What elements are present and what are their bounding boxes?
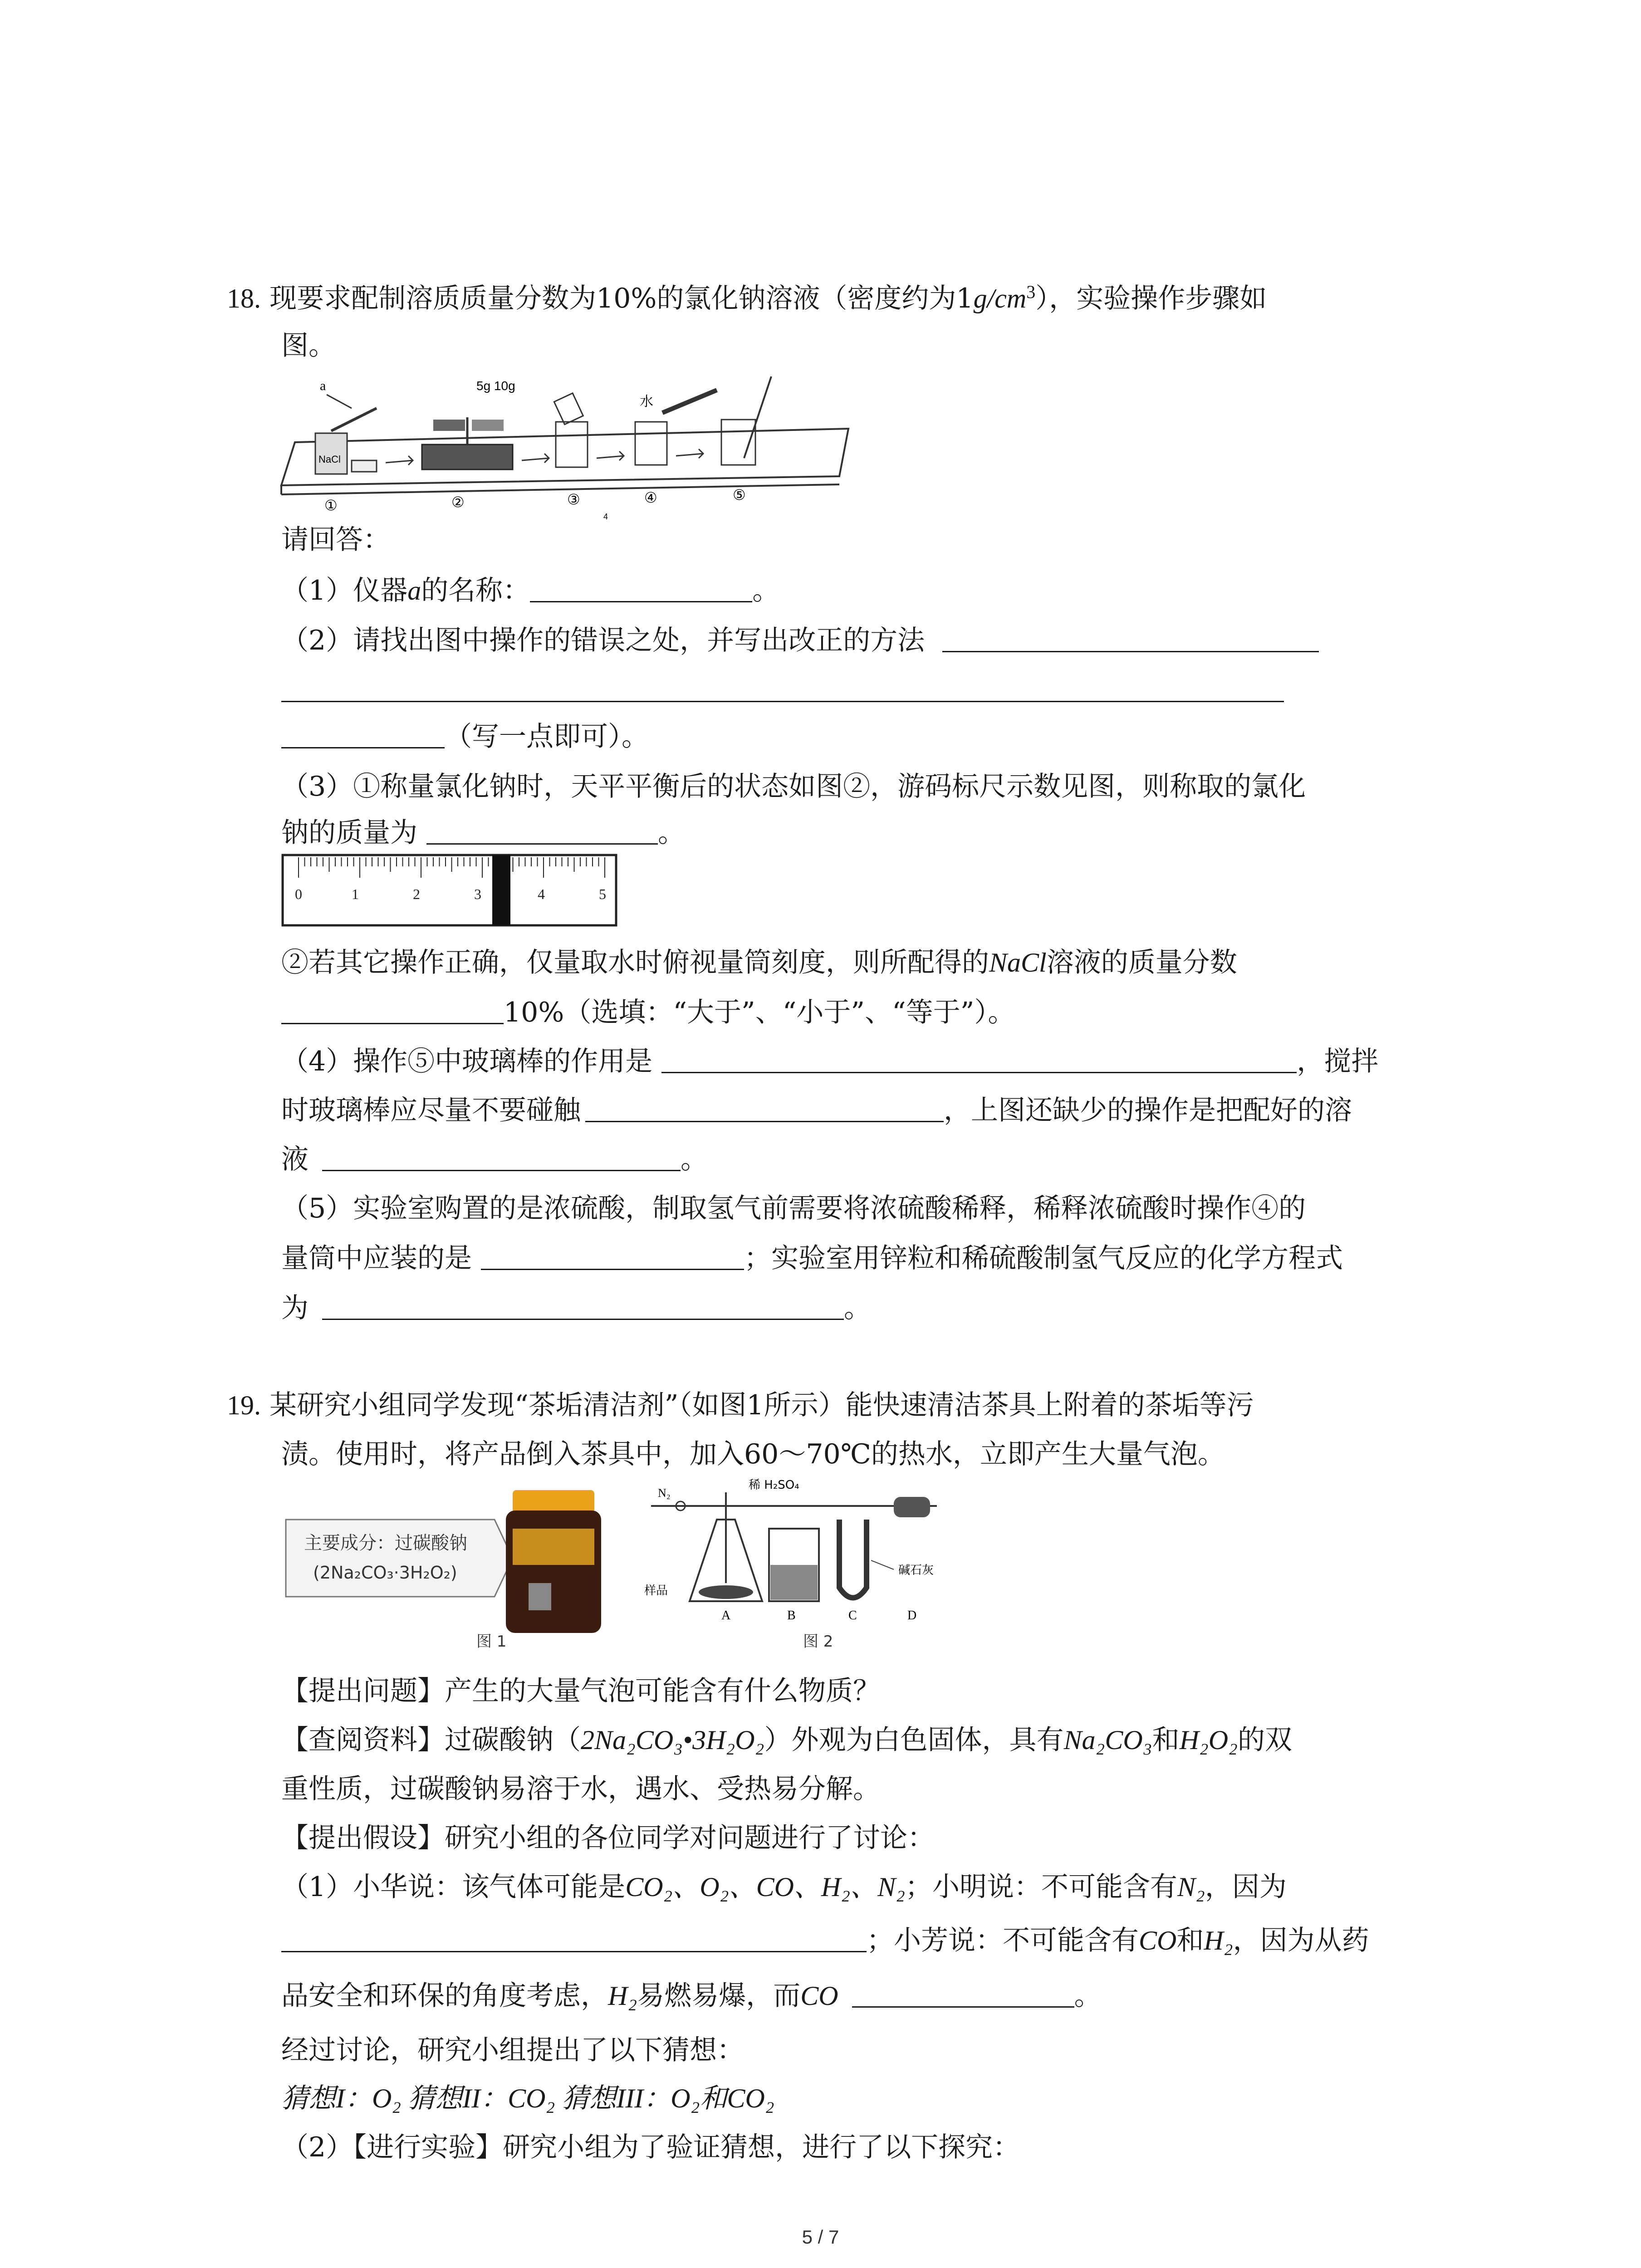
fig-nacl-label: NaCl bbox=[318, 454, 341, 465]
q18-stem-sup: 3 bbox=[1026, 282, 1036, 302]
rider-scale-ruler bbox=[281, 854, 622, 931]
q18-part3-line4: 10%（选填：“大于”、“小于”、“等于”）。 bbox=[281, 994, 1015, 1031]
q19-p1-reason-blank[interactable] bbox=[281, 1924, 867, 1952]
fig-weights-label: 5g 10g bbox=[476, 379, 515, 393]
q18-p2-answer-blank-3[interactable] bbox=[281, 720, 445, 748]
drying-tube-d bbox=[894, 1497, 930, 1517]
fig2-sample-label: 样品 bbox=[644, 1584, 668, 1598]
fig2-label-d: D bbox=[907, 1608, 917, 1623]
glass-rod bbox=[744, 376, 771, 458]
q19-info-line2: 重性质，过碳酸钠易溶于水，遇水、受热易分解。 bbox=[281, 1773, 880, 1805]
q19-stem-line2: 渍。使用时，将产品倒入茶具中，加入60～70℃的热水，立即产生大量气泡。 bbox=[281, 1438, 1225, 1470]
q19-part2: （2）【进行实验】研究小组为了验证猜想，进行了以下探究： bbox=[281, 2131, 1020, 2163]
arrow-icon bbox=[676, 449, 703, 458]
q18-number: 18. bbox=[227, 284, 261, 313]
fig2-label-b: B bbox=[787, 1608, 796, 1623]
u-tube-c bbox=[839, 1520, 867, 1598]
ruler-label-3: 3 bbox=[474, 886, 481, 902]
q18-part4-line2: 时玻璃棒应尽量不要碰触 ，上图还缺少的操作是把配好的溶 bbox=[281, 1095, 1352, 1126]
arrow-icon bbox=[597, 451, 624, 460]
q19-p1-co-blank[interactable] bbox=[852, 1979, 1074, 2008]
fig1-caption: 图 1 bbox=[476, 1633, 507, 1651]
q19-guesses: 猜想I：O₂ 猜想II：CO₂ 猜想III：O₂和CO₂ bbox=[281, 2083, 774, 2113]
measuring-cylinder bbox=[662, 390, 717, 413]
q18-stem-unit: g/cm bbox=[973, 284, 1027, 313]
q19-info-line1: 【查阅资料】过碳酸钠（2Na₂CO₃•3H₂O₂）外观为白色固体，具有Na₂CO₃和H₂O₂的双 bbox=[281, 1724, 1292, 1756]
fig2-label-a: A bbox=[721, 1608, 731, 1623]
q18-p5-equation-blank[interactable] bbox=[322, 1291, 844, 1320]
q19-part1-line1: （1）小华说：该气体可能是CO₂、O₂、CO、H₂、N₂；小明说：不可能含有N₂，因为 bbox=[281, 1871, 1287, 1903]
fig2-n2-label: N₂ bbox=[658, 1486, 671, 1500]
q18-stem-line1 bbox=[227, 280, 1267, 317]
q19-stem-line1: 19. 某研究小组同学发现“茶垢清洁剂”（如图1所示）能快速清洁茶具上附着的茶垢等污 bbox=[227, 1389, 1254, 1421]
fig-step-4: ④ bbox=[644, 489, 657, 506]
page-number: 5 / 7 bbox=[802, 2226, 839, 2248]
ruler-label-4: 4 bbox=[538, 886, 545, 902]
fig-water-label: 水 bbox=[640, 394, 653, 410]
beaker bbox=[556, 422, 588, 467]
q19-figures bbox=[281, 1479, 1007, 1665]
fig1-box-line1: 主要成分：过碳酸钠 bbox=[304, 1533, 467, 1554]
q18-p3-compare-blank[interactable] bbox=[281, 996, 504, 1024]
q19-part1-line3: 品安全和环保的角度考虑，H₂易燃易爆，而CO 。 bbox=[281, 1980, 1102, 2012]
fig-a-label: a bbox=[320, 378, 326, 393]
q18-part4-line1: （4）操作⑤中玻璃棒的作用是 ，搅拌 bbox=[281, 1046, 1379, 1077]
q18-part3-line1: （3）①称量氯化钠时，天平平衡后的状态如图②，游码标尺示数见图，则称取的氯化 bbox=[281, 771, 1306, 802]
q18-part5-line2: 量筒中应装的是 ；实验室用锌粒和稀硫酸制氢气反应的化学方程式 bbox=[281, 1242, 1343, 1274]
balance bbox=[422, 445, 513, 469]
fig-step-5: ⑤ bbox=[733, 486, 746, 503]
q18-p4-answer-blank-2[interactable] bbox=[585, 1094, 944, 1122]
arrow-icon bbox=[386, 456, 413, 465]
q18-part4-line3: 液 。 bbox=[281, 1144, 708, 1175]
fig-step-1: ① bbox=[324, 497, 338, 514]
beaker bbox=[635, 422, 667, 465]
fig-step-2: ② bbox=[451, 494, 465, 511]
q18-experiment-figure bbox=[277, 363, 853, 531]
ruler-label-0: 0 bbox=[295, 886, 302, 902]
q18-stem-line2: 图。 bbox=[281, 330, 336, 362]
q18-ask: 请回答： bbox=[281, 524, 390, 556]
q18-part3-line3: ②若其它操作正确，仅量取水时俯视量筒刻度，则所配得的NaCl溶液的质量分数 bbox=[281, 947, 1237, 978]
q18-part3-line2: 钠的质量为 。 bbox=[281, 817, 685, 849]
q19-question: 【提出问题】产生的大量气泡可能含有什么物质？ bbox=[281, 1675, 880, 1707]
q18-p4-answer-blank[interactable] bbox=[661, 1045, 1297, 1073]
q18-part1: （1）仪器a的名称： 。 bbox=[281, 575, 780, 606]
fig1-ingredient-box bbox=[286, 1520, 513, 1597]
fig1-box-line2: (2Na₂CO₃·3H₂O₂) bbox=[313, 1563, 457, 1583]
bottle-cap bbox=[513, 1490, 594, 1513]
fig-step-3: ③ bbox=[567, 491, 580, 508]
ruler-label-2: 2 bbox=[413, 886, 420, 902]
q18-part2: （2）请找出图中操作的错误之处，并写出改正的方法 bbox=[281, 622, 1319, 659]
q18-part2-line3: （写一点即可）。 bbox=[281, 719, 649, 755]
fig2-caption: 图 2 bbox=[803, 1633, 833, 1651]
arrow-icon bbox=[522, 454, 549, 463]
fig2-lime-label: 碱石灰 bbox=[898, 1564, 934, 1577]
ruler-label-1: 1 bbox=[352, 886, 359, 902]
q18-part5-line3: 为 。 bbox=[281, 1292, 871, 1324]
ruler-label-5: 5 bbox=[599, 886, 606, 902]
fig2-acid-label: 稀 H₂SO₄ bbox=[749, 1479, 799, 1492]
q18-part2-line2 bbox=[281, 672, 1284, 709]
q19-part1-line2: ；小芳说：不可能含有CO和H₂，因为从药 bbox=[281, 1922, 1369, 1959]
q18-p2-answer-blank-2[interactable] bbox=[281, 674, 1284, 702]
q18-p5-answer-blank[interactable] bbox=[481, 1242, 744, 1270]
q19-discussion: 经过讨论，研究小组提出了以下猜想： bbox=[281, 2034, 744, 2066]
q18-stem-b: ），实验操作步骤如 bbox=[1035, 283, 1267, 314]
medicine-spoon bbox=[331, 408, 377, 431]
fig2-label-c: C bbox=[848, 1608, 857, 1623]
q18-stem-a: 现要求配制溶质质量分数为10%的氯化钠溶液（密度约为1 bbox=[269, 283, 974, 314]
q18-p2-answer-blank[interactable] bbox=[942, 624, 1319, 652]
q18-p1-answer-blank[interactable] bbox=[530, 574, 752, 602]
q18-part5-line1: （5）实验室购置的是浓硫酸，制取氢气前需要将浓硫酸稀释，稀释浓硫酸时操作④的 bbox=[281, 1193, 1306, 1224]
fig-small-4: 4 bbox=[603, 512, 608, 521]
q18-p3-answer-blank[interactable] bbox=[426, 816, 658, 845]
q19-hypothesis: 【提出假设】研究小组的各位同学对问题进行了讨论： bbox=[281, 1822, 935, 1854]
rider-slider bbox=[492, 855, 510, 925]
q19-number: 19. bbox=[227, 1390, 261, 1420]
q18-p4-answer-blank-3[interactable] bbox=[322, 1143, 681, 1171]
